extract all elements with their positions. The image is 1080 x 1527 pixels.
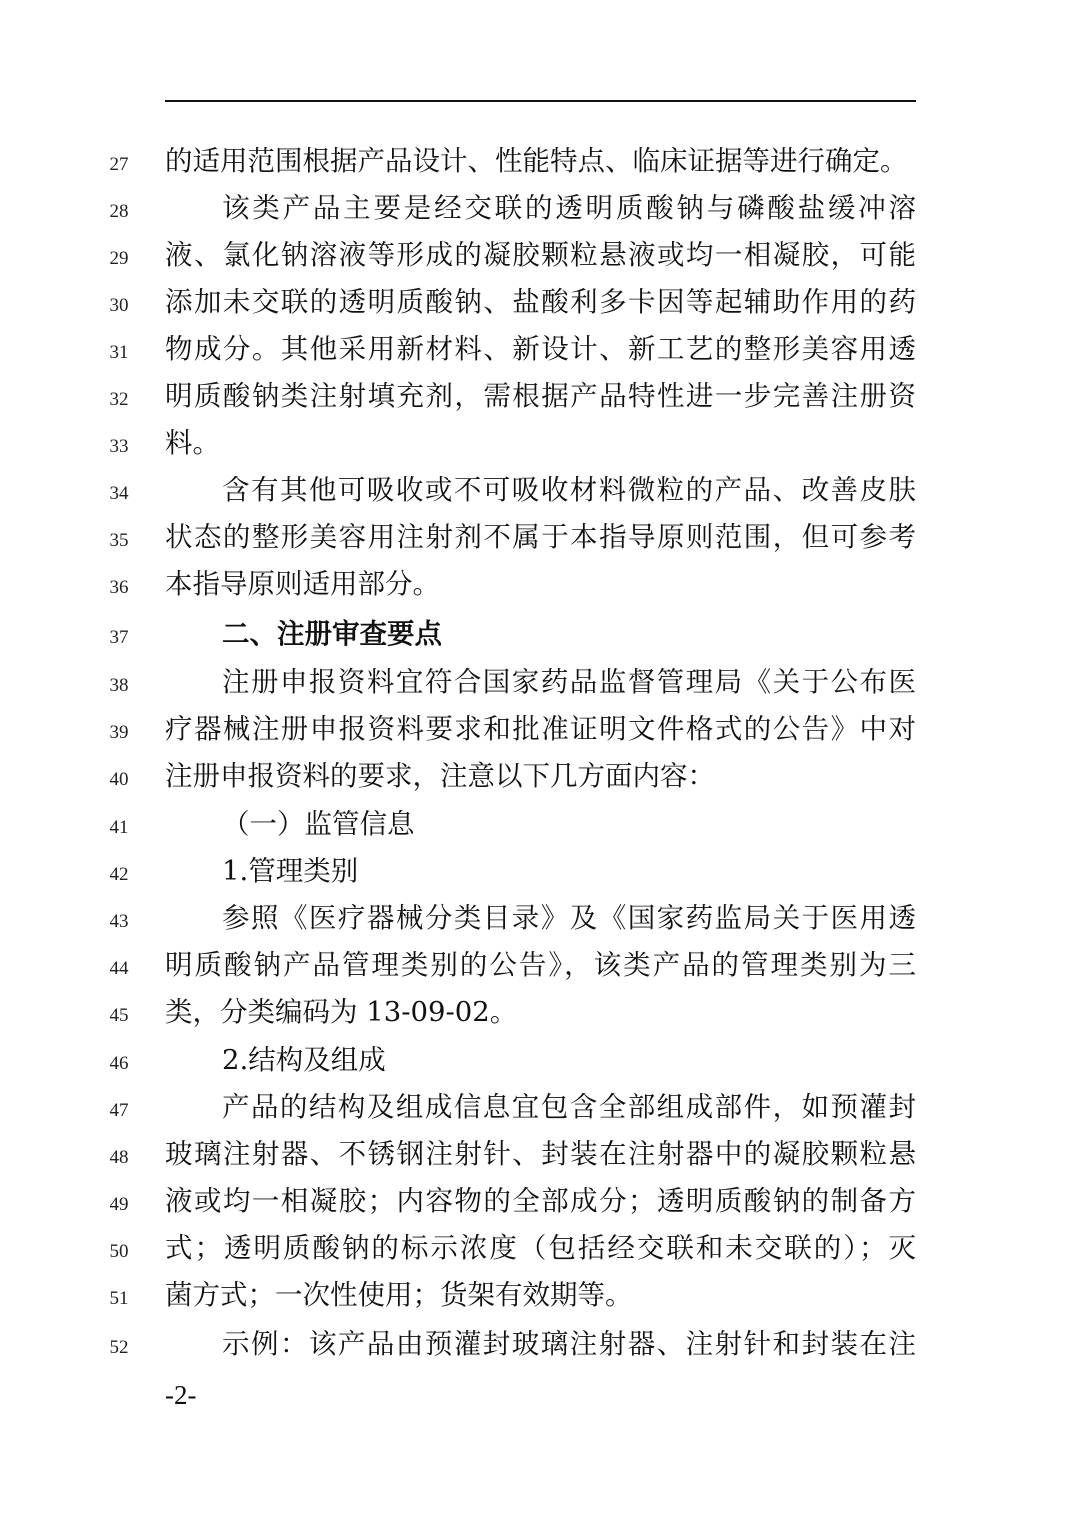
line-text: 1.管理类别 — [222, 855, 359, 887]
section-heading: 二、注册审查要点 — [222, 618, 442, 650]
text-line — [0, 1271, 1080, 1318]
line-text: 类，分类编码为 13-09-02。 — [165, 996, 518, 1028]
text-line — [0, 466, 1080, 513]
text-line — [0, 231, 1080, 278]
line-number: 50 — [109, 1241, 129, 1262]
text-line — [0, 278, 1080, 325]
text-line — [0, 372, 1080, 419]
line-text: 玻璃注射器、不锈钢注射针、封装在注射器中的凝胶颗粒悬 — [165, 1138, 916, 1170]
text-line — [0, 610, 1080, 657]
text-line — [0, 419, 1080, 466]
text-line — [0, 847, 1080, 894]
text-line — [0, 941, 1080, 988]
line-number: 45 — [109, 1005, 129, 1026]
line-number: 34 — [109, 483, 129, 504]
line-number: 47 — [109, 1100, 129, 1121]
line-text: 菌方式；一次性使用；货架有效期等。 — [165, 1279, 633, 1311]
line-text: 2.结构及组成 — [222, 1044, 386, 1076]
line-number: 42 — [109, 864, 129, 885]
line-number: 51 — [109, 1288, 129, 1309]
line-number: 28 — [109, 201, 129, 222]
header-rule — [165, 100, 916, 102]
line-text: 的适用范围根据产品设计、性能特点、临床证据等进行确定。 — [165, 145, 908, 177]
line-number: 37 — [109, 627, 129, 648]
line-text: 料。 — [165, 427, 220, 459]
text-line — [0, 800, 1080, 847]
line-text: 液、氯化钠溶液等形成的凝胶颗粒悬液或均一相凝胶，可能 — [165, 239, 916, 271]
line-number: 33 — [109, 436, 129, 457]
line-text: 注册申报资料的要求，注意以下几方面内容： — [165, 760, 715, 792]
text-line — [0, 752, 1080, 799]
line-number: 52 — [109, 1337, 129, 1358]
line-text: （一）监管信息 — [222, 808, 415, 840]
line-text: 该类产品主要是经交联的透明质酸钠与磷酸盐缓冲溶 — [222, 192, 916, 224]
line-number: 49 — [109, 1194, 129, 1215]
line-number: 32 — [109, 389, 129, 410]
text-line — [0, 1083, 1080, 1130]
line-text: 本指导原则适用部分。 — [165, 568, 440, 600]
text-line — [0, 1224, 1080, 1271]
line-text: 参照《医疗器械分类目录》及《国家药监局关于医用透 — [222, 902, 916, 934]
text-line — [0, 705, 1080, 752]
text-line — [0, 1320, 1080, 1367]
text-line — [0, 1036, 1080, 1083]
line-text: 添加未交联的透明质酸钠、盐酸利多卡因等起辅助作用的药 — [165, 286, 916, 318]
line-number: 27 — [109, 154, 129, 175]
line-number: 38 — [109, 675, 129, 696]
page-number: -2- — [165, 1380, 197, 1410]
text-line — [0, 988, 1080, 1035]
text-line — [0, 658, 1080, 705]
text-line — [0, 1130, 1080, 1177]
line-number: 30 — [109, 295, 129, 316]
line-text: 液或均一相凝胶；内容物的全部成分；透明质酸钠的制备方 — [165, 1185, 916, 1217]
text-line — [0, 325, 1080, 372]
line-text: 含有其他可吸收或不可吸收材料微粒的产品、改善皮肤 — [222, 474, 916, 506]
line-text: 产品的结构及组成信息宜包含全部组成部件，如预灌封 — [222, 1091, 916, 1123]
line-text: 疗器械注册申报资料要求和批准证明文件格式的公告》中对 — [165, 713, 916, 745]
line-text: 明质酸钠类注射填充剂，需根据产品特性进一步完善注册资 — [165, 380, 916, 412]
text-line — [0, 513, 1080, 560]
line-text: 注册申报资料宜符合国家药品监督管理局《关于公布医 — [222, 666, 916, 698]
line-number: 35 — [109, 530, 129, 551]
line-text: 物成分。其他采用新材料、新设计、新工艺的整形美容用透 — [165, 333, 916, 365]
line-number: 48 — [109, 1147, 129, 1168]
line-text: 明质酸钠产品管理类别的公告》，该类产品的管理类别为三 — [165, 949, 916, 981]
line-number: 43 — [109, 911, 129, 932]
text-line — [0, 894, 1080, 941]
line-number: 39 — [109, 722, 129, 743]
line-text: 式；透明质酸钠的标示浓度（包括经交联和未交联的）；灭 — [165, 1232, 916, 1264]
line-number: 44 — [109, 958, 129, 979]
line-text: 状态的整形美容用注射剂不属于本指导原则范围，但可参考 — [165, 521, 916, 553]
text-line — [0, 560, 1080, 607]
line-number: 36 — [109, 577, 129, 598]
line-number: 46 — [109, 1053, 129, 1074]
text-line — [0, 1177, 1080, 1224]
text-line — [0, 184, 1080, 231]
line-number: 40 — [109, 769, 129, 790]
line-number: 31 — [109, 342, 129, 363]
text-line — [0, 137, 1080, 184]
line-number: 29 — [109, 248, 129, 269]
line-text: 示例：该产品由预灌封玻璃注射器、注射针和封装在注 — [222, 1328, 916, 1360]
line-number: 41 — [109, 817, 129, 838]
